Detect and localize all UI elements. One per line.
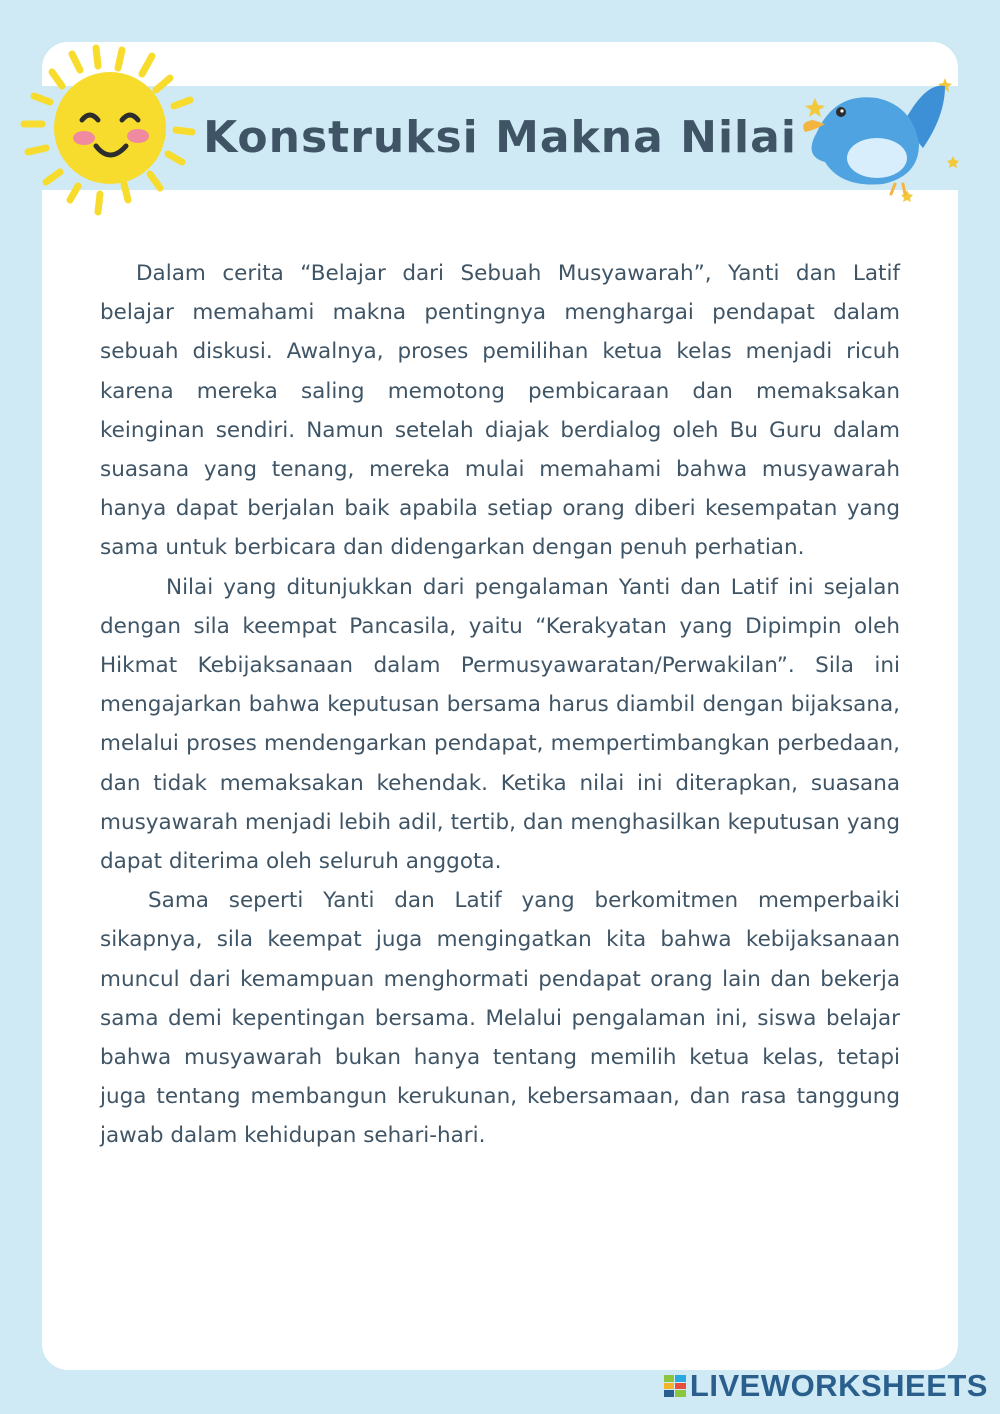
page-title: Konstruksi Makna Nilai bbox=[203, 112, 797, 163]
paragraph-3: Sama seperti Yanti dan Latif yang berkomitmen memperbaiki sikapnya, sila keempat juga mengingatkan kita bahwa kebijaksanaan muncul dari kemampuan menghormati pendapat orang lain dan bekerja sama demi kepentingan bersama. Melalui pengalaman ini, siswa belajar bahwa musyawarah bukan hanya tentang memilih ketua kelas, tetapi juga tentang membangun kerukunan, kebersamaan, dan rasa tanggung jawab dalam kehidupan sehari-hari. bbox=[100, 888, 900, 1149]
smiling-sun-icon bbox=[10, 40, 220, 230]
paragraph-2: Nilai yang ditunjukkan dari pengalaman Yanti dan Latif ini sejalan dengan sila keempat Pancasila, yaitu “Kerakyatan yang Dipimpin oleh Hikmat Kebijaksanaan dalam Permusyawaratan/Perwakilan”. Sila ini mengajarkan bahwa keputusan bersama harus diambil dengan bijaksana, melalui proses mendengarkan pendapat, mempertimbangkan perbedaan, dan tidak memaksakan kehendak. Ketika nilai ini diterapkan, suasana musyawarah menjadi lebih adil, tertib, dan menghasilkan keputusan yang dapat diterima oleh seluruh anggota. bbox=[100, 574, 900, 875]
blue-bird-icon bbox=[795, 72, 965, 202]
liveworksheets-logo-icon bbox=[664, 1375, 686, 1397]
reading-text bbox=[100, 254, 900, 1156]
brand-label: LIVEWORKSHEETS bbox=[689, 1368, 988, 1403]
paragraph-1: Dalam cerita “Belajar dari Sebuah Musyawarah”, Yanti dan Latif belajar memahami makna pentingnya menghargai pendapat dalam sebuah diskusi. Awalnya, proses pemilihan ketua kelas menjadi ricuh karena mereka saling memotong pembicaraan dan memaksakan keinginan sendiri. Namun setelah diajak berdialog oleh Bu Guru dalam suasana yang tenang, mereka mulai memahami bahwa musyawarah hanya dapat berjalan baik apabila setiap orang diberi kesempatan yang sama untuk berbicara dan didengarkan dengan penuh perhatian. bbox=[100, 261, 900, 561]
liveworksheets-branding[interactable] bbox=[664, 1366, 988, 1406]
